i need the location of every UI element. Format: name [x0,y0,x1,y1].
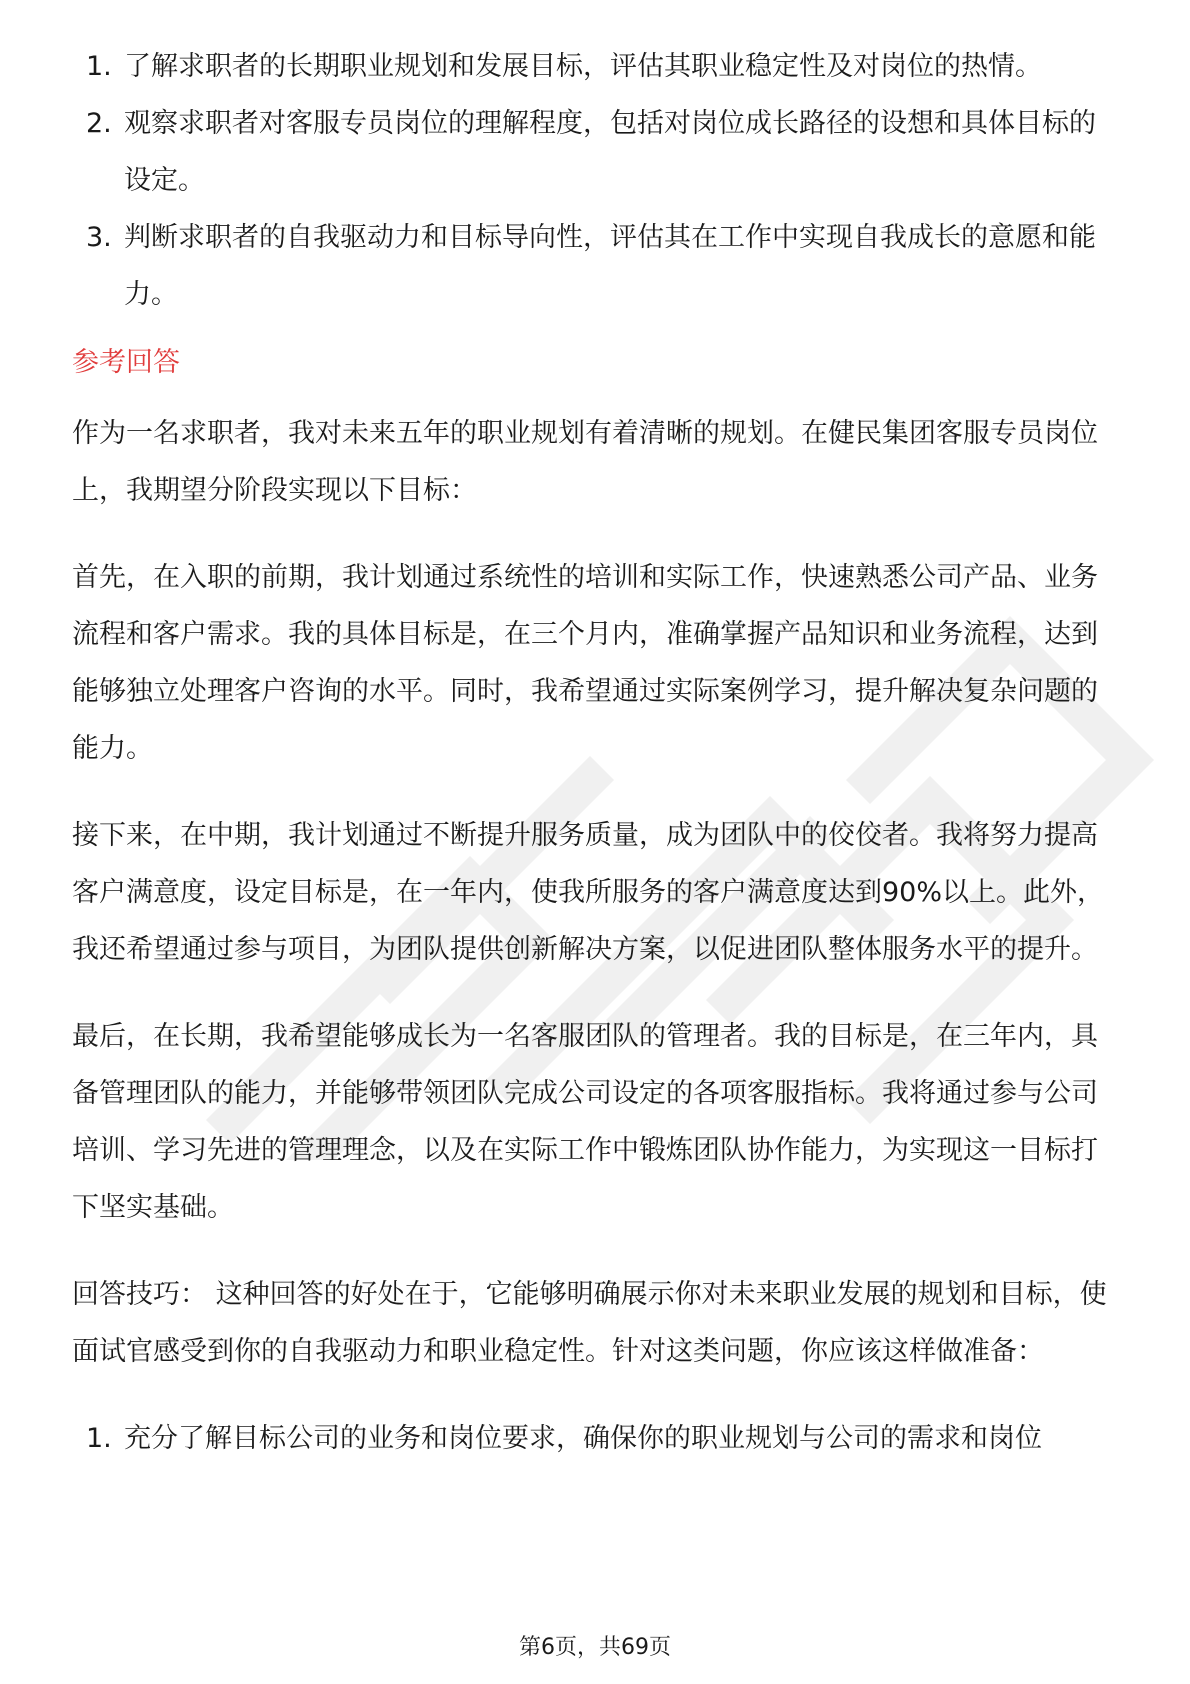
document-page [72,0,1122,1467]
page-number-footer: 第6页，共69页 [519,1635,671,1660]
list-item-number: 2. [86,108,112,139]
answer-tips-paragraph: 回答技巧： 这种回答的好处在于，它能够明确展示你对未来职业发展的规划和目标，使面试官感受到你的自我驱动力和职业稳定性。针对这类问题，你应该这样做准备： [72,1279,1107,1367]
list-item [72,38,1122,95]
preparation-tips-list [72,1410,1122,1467]
answer-paragraph-long: 最后，在长期，我希望能够成长为一名客服团队的管理者。我的目标是，在三年内，具备管理团队的能力，并能够带领团队完成公司设定的各项客服指标。我将通过参与公司培训、学习先进的管理理念，以及在实际工作中锻炼团队协作能力，为实现这一目标打下坚实基础。 [72,1021,1098,1223]
list-item-text: 判断求职者的自我驱动力和目标导向性，评估其在工作中实现自我成长的意愿和能力。 [124,222,1096,310]
answer-paragraph-mid: 接下来，在中期，我计划通过不断提升服务质量，成为团队中的佼佼者。我将努力提高客户满意度，设定目标是，在一年内，使我所服务的客户满意度达到90%以上。此外，我还希望通过参与项目，为团队提供创新解决方案，以促进团队整体服务水平的提升。 [72,820,1105,965]
answer-paragraph-intro: 作为一名求职者，我对未来五年的职业规划有着清晰的规划。在健民集团客服专员岗位上，我期望分阶段实现以下目标： [72,418,1098,506]
evaluation-points-list [72,38,1122,323]
list-item-number: 3. [86,222,112,253]
list-item [72,209,1122,323]
list-item [72,95,1122,209]
answer-heading: 参考回答 [72,347,180,378]
list-item-number: 1. [86,1423,112,1454]
answer-paragraph-early: 首先，在入职的前期，我计划通过系统性的培训和实际工作，快速熟悉公司产品、业务流程和客户需求。我的具体目标是，在三个月内，准确掌握产品知识和业务流程，达到能够独立处理客户咨询的水平。同时，我希望通过实际案例学习，提升解决复杂问题的能力。 [72,562,1098,764]
list-item-number: 1. [86,51,112,82]
list-item-text: 了解求职者的长期职业规划和发展目标，评估其职业稳定性及对岗位的热情。 [124,51,1042,82]
list-item-text: 充分了解目标公司的业务和岗位要求，确保你的职业规划与公司的需求和岗位 [124,1423,1042,1454]
list-item-text: 观察求职者对客服专员岗位的理解程度，包括对岗位成长路径的设想和具体目标的设定。 [124,108,1096,196]
list-item [72,1410,1122,1467]
